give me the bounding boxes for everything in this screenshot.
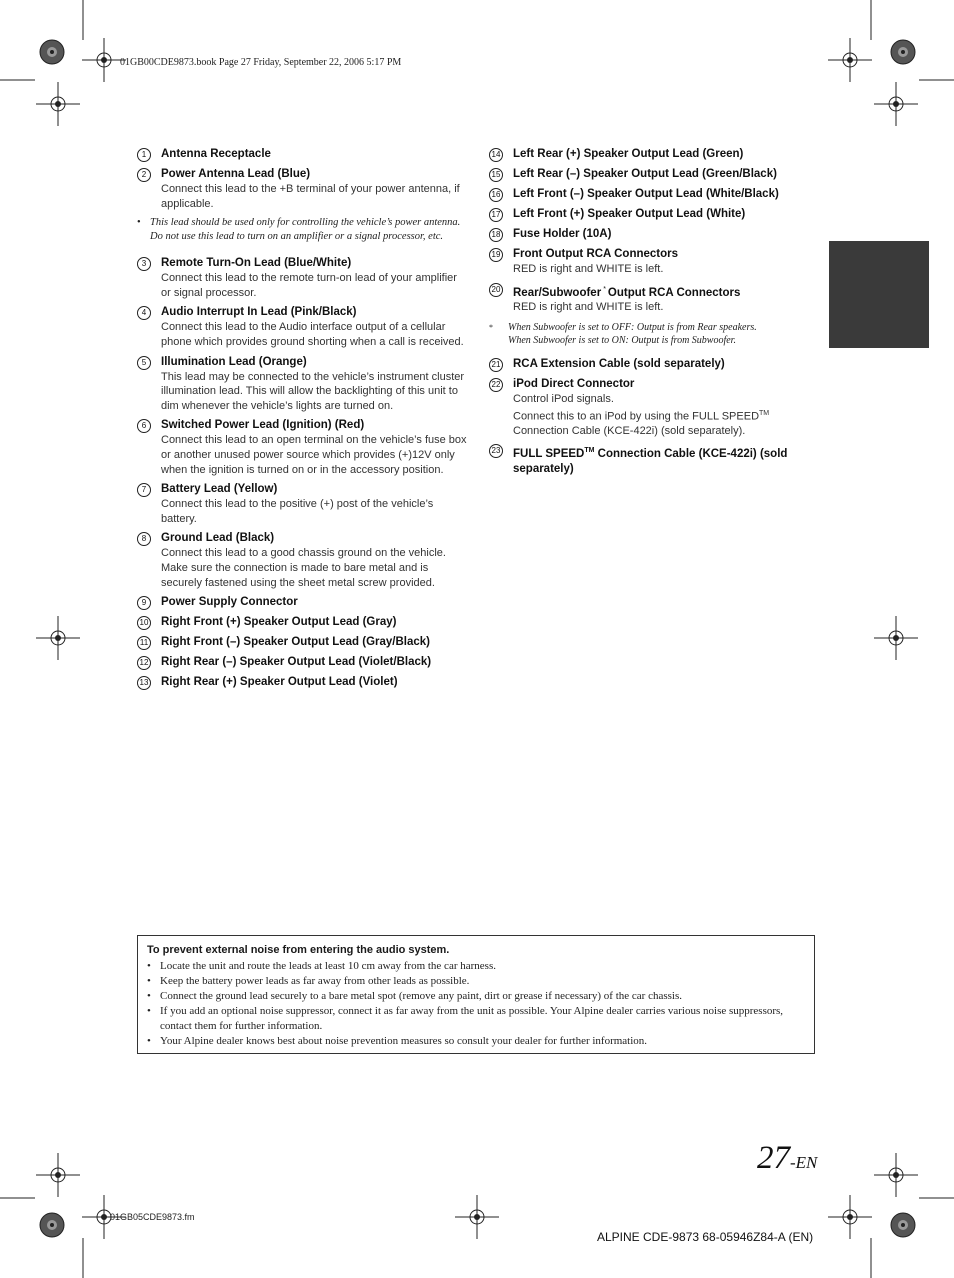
item-number-badge: 6: [137, 419, 151, 433]
list-item: [489, 282, 819, 315]
list-item: [489, 207, 819, 222]
item-number-badge: 12: [137, 656, 151, 670]
list-item: [489, 357, 819, 372]
bullet: •: [147, 960, 151, 972]
list-item: [137, 418, 467, 477]
item-title-part: Output RCA Connectors: [607, 286, 741, 299]
list-item: [147, 989, 803, 1004]
item-number-badge: 17: [489, 208, 503, 222]
list-item: [137, 167, 467, 211]
item-number-badge: 8: [137, 532, 151, 546]
print-header: 01GB00CDE9873.book Page 27 Friday, September 22, 2006 5:17 PM: [120, 57, 402, 68]
noise-prevention-box: [137, 935, 815, 1054]
item-number-badge: 1: [137, 148, 151, 162]
item-number-badge: 9: [137, 596, 151, 610]
item-title: RCA Extension Cable (sold separately): [513, 358, 725, 371]
tip-text: Connect the ground lead securely to a bare metal spot (remove any paint, dirt or grease if necessary) of the car chassis.: [160, 990, 682, 1002]
trademark-sup: TM: [584, 447, 595, 455]
subwoofer-footnote: [489, 321, 819, 347]
item-title: Battery Lead (Yellow): [161, 483, 278, 496]
page-number-suffix: -EN: [790, 1153, 818, 1172]
trademark-sup: TM: [759, 409, 770, 417]
item-number-badge: 5: [137, 356, 151, 370]
list-item: [137, 355, 467, 414]
item-number-badge: 14: [489, 148, 503, 162]
item-number-badge: 15: [489, 168, 503, 182]
item-description: This lead may be connected to the vehicle’s instrument cluster illumination lead. This will allow the backlighting of this unit to dim whenever the vehicle’s lights are turned on.: [161, 370, 465, 412]
item-number-badge: 13: [137, 676, 151, 690]
item-title: Audio Interrupt In Lead (Pink/Black): [161, 306, 357, 319]
print-footer-file: 01GB05CDE9873.fm: [110, 1212, 195, 1222]
bullet: •: [137, 217, 141, 229]
item-number-badge: 4: [137, 306, 151, 320]
item-number-badge: 19: [489, 248, 503, 262]
desc-part: Connect this to an iPod by using the FULL SPEED: [513, 410, 760, 423]
item-title: Switched Power Lead (Ignition) (Red): [161, 419, 365, 432]
item-number-badge: 21: [489, 358, 503, 372]
item-title: Left Rear (+) Speaker Output Lead (Green): [513, 148, 744, 160]
item-title: Left Rear (–) Speaker Output Lead (Green/Black): [513, 168, 777, 180]
list-item: [147, 974, 803, 989]
item-title: Left Front (+) Speaker Output Lead (White): [513, 208, 746, 220]
item-description: Connect this lead to the +B terminal of your power antenna, if applicable.: [161, 183, 460, 210]
item-title: Right Rear (–) Speaker Output Lead (Violet/Black): [161, 656, 432, 669]
note-line: When Subwoofer is set to OFF: Output is from Rear speakers.: [508, 322, 757, 334]
list-item: [489, 147, 819, 162]
item-title: Ground Lead (Black): [161, 532, 275, 545]
list-item: [489, 247, 819, 277]
item-description: Connect this lead to the positive (+) post of the vehicle’s battery.: [161, 498, 434, 525]
box-heading: To prevent external noise from entering the audio system.: [147, 944, 450, 956]
print-footer-product: ALPINE CDE-9873 68-05946Z84-A (EN): [597, 1230, 814, 1244]
bullet: •: [147, 990, 151, 1002]
bullet: •: [147, 975, 151, 987]
desc-part: Connection Cable (KCE-422i) (sold separately).: [513, 424, 746, 437]
list-item: [137, 635, 467, 650]
item-title-part: Rear/Subwoofer: [513, 286, 602, 299]
list-item: [137, 147, 467, 162]
item-title: Power Supply Connector: [161, 596, 298, 609]
item-number-badge: 11: [137, 636, 151, 650]
item-number-badge: 23: [489, 444, 503, 458]
list-item: [137, 482, 467, 526]
item-description: Connect this lead to the Audio interface output of a cellular phone which provides ground shorting when a call is received.: [161, 321, 464, 348]
item-description: Connect this lead to a good chassis ground on the vehicle. Make sure the connection is made to bare metal and is securely fastened using the sheet metal screw provided.: [161, 547, 446, 589]
item-number-badge: 3: [137, 257, 151, 271]
tip-text: Your Alpine dealer knows best about noise prevention measures so consult your dealer for further information.: [160, 1035, 648, 1047]
item-title: Antenna Receptacle: [161, 148, 271, 160]
list-item: [147, 1034, 803, 1049]
item-title: [513, 443, 819, 477]
list-item: [489, 187, 819, 202]
item-title: Right Front (+) Speaker Output Lead (Gray): [161, 616, 397, 629]
note-line: When Subwoofer is set to ON: Output is from Subwoofer.: [508, 335, 736, 347]
list-item: [489, 167, 819, 182]
chapter-tab-marker: [829, 241, 929, 348]
tip-text: Locate the unit and route the leads at least 10 cm away from the car harness.: [160, 960, 496, 972]
right-column: [489, 147, 819, 482]
item-title-part: FULL SPEED: [513, 448, 585, 461]
list-item: [489, 377, 819, 438]
item-title: [513, 282, 819, 301]
item-number-badge: 20: [489, 283, 503, 297]
list-item: [489, 227, 819, 242]
item-title: Power Antenna Lead (Blue): [161, 168, 311, 180]
item-number-badge: 2: [137, 168, 151, 182]
item-title: Right Front (–) Speaker Output Lead (Gray/Black): [161, 636, 431, 649]
item-title: Remote Turn-On Lead (Blue/White): [161, 257, 352, 270]
item-description: RED is right and WHITE is left.: [513, 263, 664, 275]
footnote-asterisk: *: [603, 285, 606, 293]
page-number-value: 27: [757, 1140, 790, 1176]
item-title: Right Rear (+) Speaker Output Lead (Violet): [161, 676, 398, 689]
list-item: [137, 655, 467, 670]
power-antenna-note: [137, 216, 467, 244]
list-item: [137, 256, 467, 300]
tip-text: If you add an optional noise suppressor, connect it as far away from the unit as possible. Your Alpine dealer carries various noise suppressors, contact them for further information.: [160, 1005, 784, 1032]
list-item: [489, 443, 819, 477]
item-title: iPod Direct Connector: [513, 378, 635, 391]
item-title-part: Connection Cable (KCE-422i) (sold separately): [513, 448, 788, 476]
list-item: [137, 615, 467, 630]
note-text: This lead should be used only for controlling the vehicle’s power antenna. Do not use this lead to turn on an amplifier or a signal processor, etc.: [150, 217, 461, 243]
item-title: Front Output RCA Connectors: [513, 248, 679, 260]
list-item: [147, 1004, 803, 1034]
tip-text: Keep the battery power leads as far away from other leads as possible.: [160, 975, 470, 987]
item-title: Fuse Holder (10A): [513, 228, 612, 240]
item-number-badge: 7: [137, 483, 151, 497]
noise-tips-list: [147, 959, 803, 1049]
page-number: [757, 1140, 817, 1177]
list-item: [137, 531, 467, 590]
list-item: [147, 959, 803, 974]
item-description: RED is right and WHITE is left.: [513, 301, 664, 314]
item-number-badge: 16: [489, 188, 503, 202]
item-number-badge: 10: [137, 616, 151, 630]
bullet: •: [147, 1035, 151, 1047]
item-number-badge: 22: [489, 378, 503, 392]
item-description: [513, 407, 819, 439]
item-description: Connect this lead to the remote turn-on lead of your amplifier or signal processor.: [161, 272, 457, 299]
list-item: [137, 675, 467, 690]
list-item: [137, 305, 467, 349]
item-title: Left Front (–) Speaker Output Lead (White/Black): [513, 188, 779, 200]
bullet: •: [147, 1005, 151, 1017]
item-number-badge: 18: [489, 228, 503, 242]
item-title: Illumination Lead (Orange): [161, 355, 307, 368]
item-description: Connect this lead to an open terminal on the vehicle’s fuse box or another unused power source which provides (+)12V only when the ignition is turned on or in the accessory position.: [161, 434, 467, 476]
footnote-asterisk: *: [489, 323, 493, 333]
item-description: Control iPod signals.: [513, 393, 614, 406]
left-column: [137, 147, 467, 695]
list-item: [137, 595, 467, 610]
